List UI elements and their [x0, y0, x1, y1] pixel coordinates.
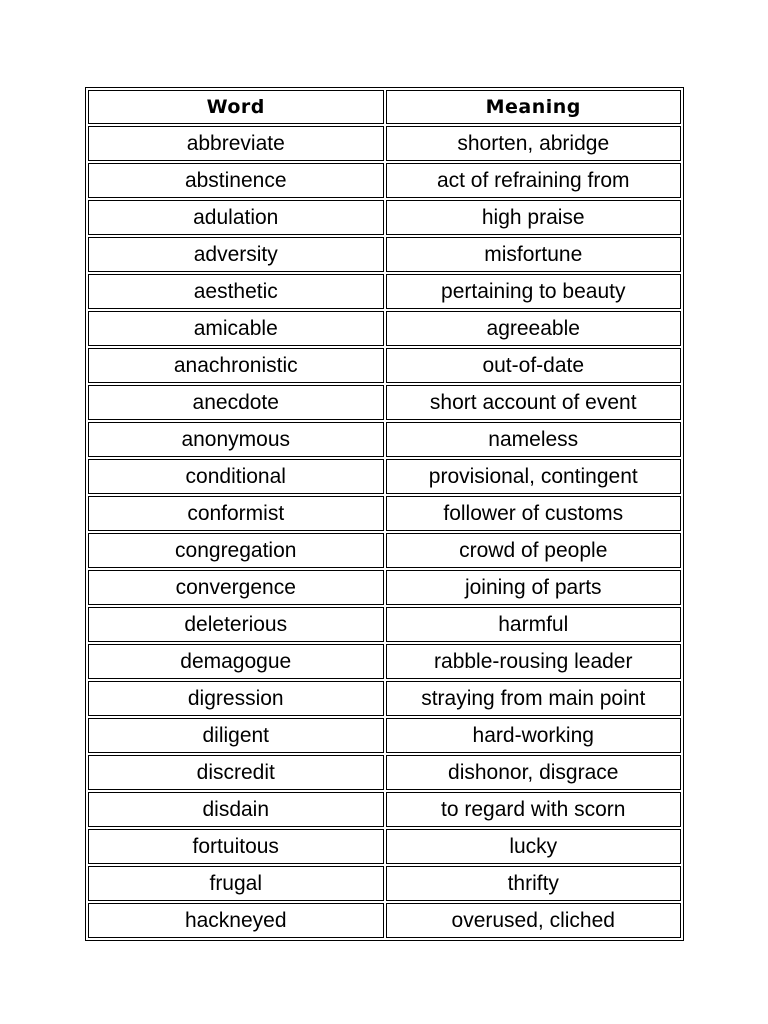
table-row	[88, 348, 681, 383]
word-cell: adulation	[88, 200, 384, 235]
table-row	[88, 718, 681, 753]
meaning-cell: dishonor, disgrace	[386, 755, 682, 790]
meaning-column-header: Meaning	[386, 90, 682, 124]
word-cell: anonymous	[88, 422, 384, 457]
meaning-cell: joining of parts	[386, 570, 682, 605]
table-row	[88, 903, 681, 938]
word-cell: convergence	[88, 570, 384, 605]
meaning-cell: agreeable	[386, 311, 682, 346]
table-row	[88, 496, 681, 531]
table-row	[88, 385, 681, 420]
word-cell: deleterious	[88, 607, 384, 642]
table-row	[88, 607, 681, 642]
table-body	[88, 126, 681, 938]
table-row	[88, 533, 681, 568]
word-cell: congregation	[88, 533, 384, 568]
table-row	[88, 126, 681, 161]
meaning-cell: shorten, abridge	[386, 126, 682, 161]
meaning-cell: nameless	[386, 422, 682, 457]
word-cell: abstinence	[88, 163, 384, 198]
word-cell: frugal	[88, 866, 384, 901]
meaning-cell: to regard with scorn	[386, 792, 682, 827]
table-header	[88, 90, 681, 124]
word-cell: hackneyed	[88, 903, 384, 938]
word-cell: abbreviate	[88, 126, 384, 161]
meaning-cell: short account of event	[386, 385, 682, 420]
table-row	[88, 311, 681, 346]
meaning-cell: lucky	[386, 829, 682, 864]
table-row	[88, 274, 681, 309]
table-row	[88, 570, 681, 605]
table-row	[88, 829, 681, 864]
table-row	[88, 644, 681, 679]
meaning-cell: thrifty	[386, 866, 682, 901]
meaning-cell: overused, cliched	[386, 903, 682, 938]
meaning-cell: harmful	[386, 607, 682, 642]
table-row	[88, 200, 681, 235]
word-cell: conditional	[88, 459, 384, 494]
word-cell: demagogue	[88, 644, 384, 679]
table-row	[88, 681, 681, 716]
meaning-cell: out-of-date	[386, 348, 682, 383]
meaning-cell: hard-working	[386, 718, 682, 753]
meaning-cell: high praise	[386, 200, 682, 235]
table-row	[88, 866, 681, 901]
meaning-cell: provisional, contingent	[386, 459, 682, 494]
meaning-cell: pertaining to beauty	[386, 274, 682, 309]
word-cell: diligent	[88, 718, 384, 753]
vocabulary-table	[85, 87, 684, 941]
meaning-cell: crowd of people	[386, 533, 682, 568]
word-cell: discredit	[88, 755, 384, 790]
table-row	[88, 163, 681, 198]
word-cell: adversity	[88, 237, 384, 272]
word-cell: fortuitous	[88, 829, 384, 864]
table-row	[88, 755, 681, 790]
meaning-cell: misfortune	[386, 237, 682, 272]
header-row	[88, 90, 681, 124]
word-cell: aesthetic	[88, 274, 384, 309]
meaning-cell: follower of customs	[386, 496, 682, 531]
word-cell: anachronistic	[88, 348, 384, 383]
word-cell: digression	[88, 681, 384, 716]
meaning-cell: rabble-rousing leader	[386, 644, 682, 679]
table-row	[88, 792, 681, 827]
word-cell: conformist	[88, 496, 384, 531]
table-row	[88, 422, 681, 457]
meaning-cell: straying from main point	[386, 681, 682, 716]
meaning-cell: act of refraining from	[386, 163, 682, 198]
word-cell: amicable	[88, 311, 384, 346]
word-cell: anecdote	[88, 385, 384, 420]
table-row	[88, 237, 681, 272]
word-column-header: Word	[88, 90, 384, 124]
table-row	[88, 459, 681, 494]
word-cell: disdain	[88, 792, 384, 827]
